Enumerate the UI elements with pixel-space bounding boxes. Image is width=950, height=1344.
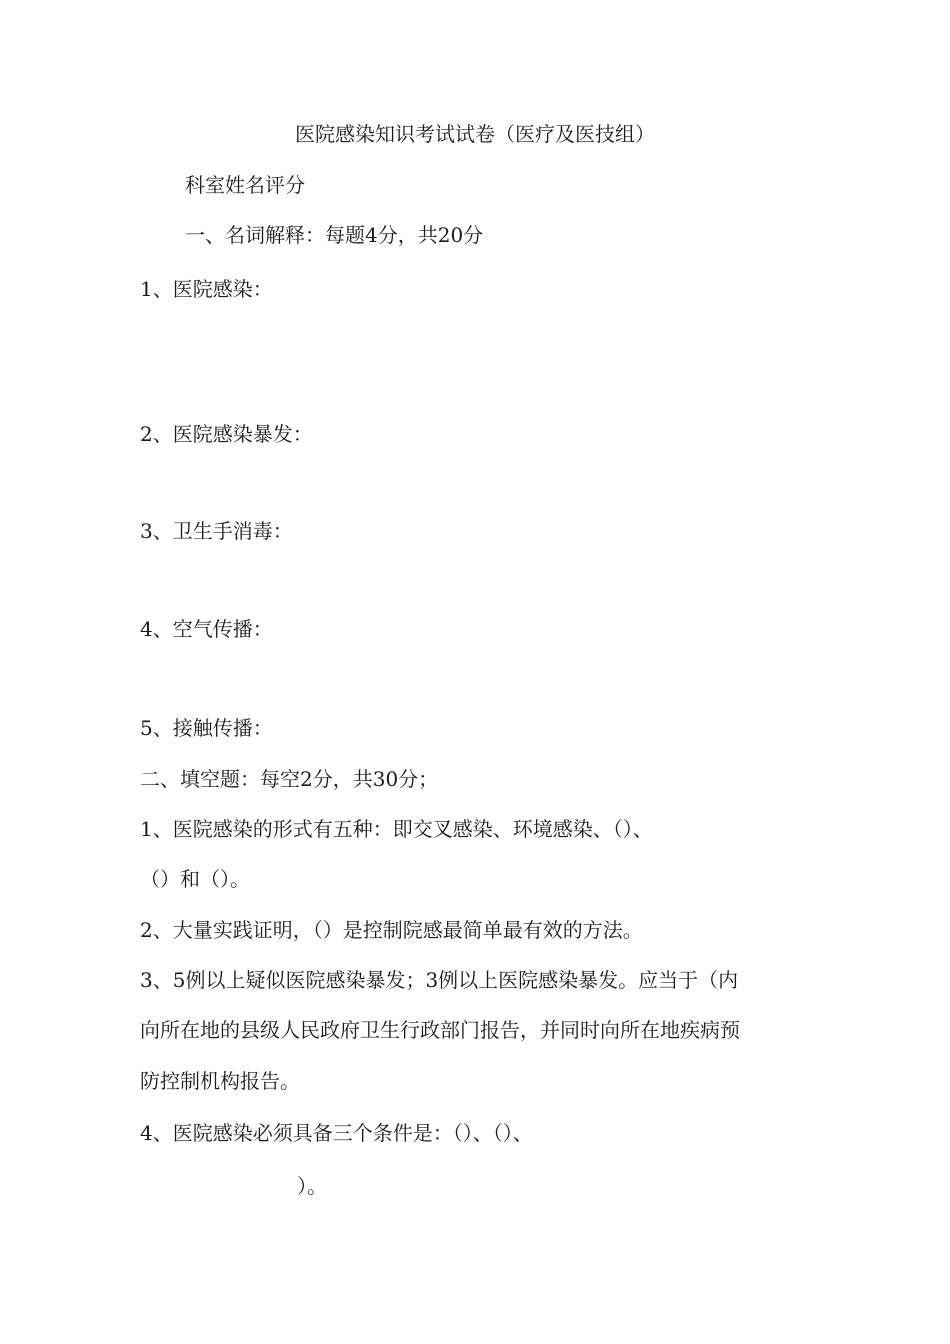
s2-q3-line1: 3、5例以上疑似医院感染暴发；3例以上医院感染暴发。应当于（内	[140, 968, 739, 992]
s1-item-4: 4、空气传播：	[140, 617, 273, 641]
s2-q1-line1: 1、医院感染的形式有五种：即交叉感染、环境感染、（）、	[140, 817, 653, 841]
s2-q1-line2: （）和（）。	[140, 867, 250, 891]
section-1-heading: 一、名词解释：每题4分，共20分	[185, 223, 484, 247]
s1-item-5: 5、接触传播：	[140, 716, 273, 740]
s1-item-3: 3、卫生手消毒：	[140, 519, 293, 543]
page-title: 医院感染知识考试试卷（医疗及医技组）	[295, 122, 655, 146]
s1-item-2: 2、医院感染暴发：	[140, 422, 313, 446]
header-fields: 科室姓名评分	[185, 173, 305, 197]
s2-q4-line2: ）。	[297, 1174, 327, 1198]
s2-q2: 2、大量实践证明，（）是控制院感最简单最有效的方法。	[140, 918, 643, 942]
s2-q3-line3: 防控制机构报告。	[140, 1069, 300, 1093]
s1-item-1: 1、医院感染：	[140, 277, 273, 301]
s2-q4-line1: 4、医院感染必须具备三个条件是：（）、（）、	[140, 1121, 533, 1145]
section-2-heading: 二、填空题：每空2分，共30分；	[140, 767, 439, 791]
s2-q3-line2: 向所在地的县级人民政府卫生行政部门报告，并同时向所在地疾病预	[140, 1018, 740, 1042]
